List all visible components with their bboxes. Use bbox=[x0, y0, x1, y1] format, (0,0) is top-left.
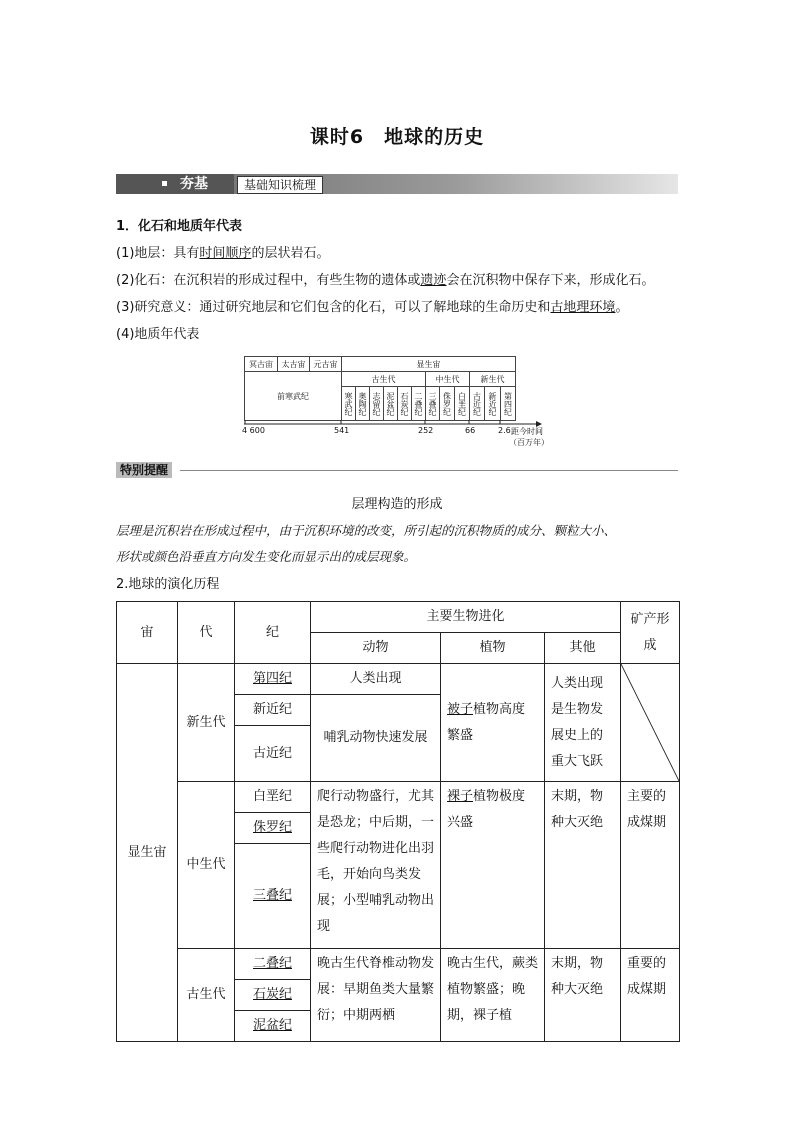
item-strata bbox=[116, 245, 329, 263]
period-triassic: 三叠纪 bbox=[235, 844, 311, 949]
period-carboniferous: 石炭纪 bbox=[235, 980, 311, 1011]
section-banner bbox=[116, 174, 678, 194]
header-animal: 动物 bbox=[311, 633, 441, 664]
tick-252: 252 bbox=[418, 426, 434, 435]
special-note-header bbox=[116, 462, 678, 478]
era-cenozoic: 新生代 bbox=[469, 371, 516, 387]
header-mineral: 矿产形成 bbox=[621, 602, 680, 664]
header-bio: 主要生物进化 bbox=[311, 602, 621, 633]
period-cretaceous: 白垩纪 bbox=[235, 782, 311, 813]
answer-underline: 时间顺序 bbox=[199, 246, 252, 261]
axis-unit: （百万年） bbox=[509, 438, 549, 447]
tick-2-6: 2.6 bbox=[498, 426, 511, 435]
section1-heading: 1．化石和地质年代表 bbox=[116, 219, 243, 234]
ceno-plant bbox=[441, 664, 545, 782]
text: 植物极度兴盛 bbox=[447, 789, 526, 830]
paleo-mineral: 重要的成煤期 bbox=[621, 949, 680, 1042]
evolution-table bbox=[116, 601, 680, 1042]
meso-plant bbox=[441, 782, 545, 949]
meso-other: 末期，物种大灭绝 bbox=[545, 782, 621, 949]
period-ordovician: 奥陶纪 bbox=[355, 386, 370, 421]
ceno-animal-2: 哺乳动物快速发展 bbox=[311, 695, 441, 782]
period-devonian: 泥盆纪 bbox=[383, 386, 398, 421]
diagonal-line bbox=[621, 664, 679, 781]
answer-underline: 被子 bbox=[447, 701, 474, 717]
tick-541: 541 bbox=[334, 426, 350, 435]
text: (1)地层：具有 bbox=[116, 246, 200, 261]
header-eon: 宙 bbox=[117, 602, 178, 664]
note-body-line2: 形状或颜色沿垂直方向发生变化而显示出的成层现象。 bbox=[116, 549, 417, 564]
section2-heading: 2.地球的演化历程 bbox=[116, 577, 220, 592]
header-era: 代 bbox=[178, 602, 235, 664]
paleo-plant: 晚古生代，蕨类植物繁盛；晚期，裸子植 bbox=[441, 949, 545, 1042]
period-permian: 二叠纪 bbox=[411, 386, 426, 421]
eon-archean: 太古宙 bbox=[277, 356, 310, 372]
answer-underline: 古地理环境 bbox=[550, 300, 616, 315]
period-devonian: 泥盆纪 bbox=[235, 1011, 311, 1042]
banner-left-label: 夯基 bbox=[180, 176, 208, 192]
precambrian: 前寒武纪 bbox=[244, 371, 342, 421]
item-timescale: (4)地质年代表 bbox=[116, 327, 200, 342]
note-body-line1: 层理是沉积岩在形成过程中，由于沉积环境的改变，所引起的沉积物质的成分、颗粒大小、 bbox=[116, 523, 617, 538]
text: 植物高度繁盛 bbox=[447, 701, 526, 743]
tick-4600: 4 600 bbox=[242, 426, 265, 435]
period-triassic: 三叠纪 bbox=[425, 386, 440, 421]
text: (2)化石：在沉积岩的形成过程中，有些生物的遗体或 bbox=[116, 273, 421, 288]
square-bullet-icon bbox=[162, 181, 167, 186]
tick-66: 66 bbox=[465, 426, 476, 435]
period-quaternary: 第四纪 bbox=[500, 386, 516, 421]
eon-hadean: 冥古宙 bbox=[244, 356, 278, 372]
ceno-animal-1: 人类出现 bbox=[311, 664, 441, 695]
item-fossil bbox=[116, 272, 654, 290]
era-mesozoic: 中生代 bbox=[178, 782, 235, 949]
page-title: 课时6 地球的历史 bbox=[309, 126, 485, 148]
era-paleozoic: 古生代 bbox=[341, 371, 426, 387]
period-neogene: 新近纪 bbox=[235, 695, 311, 726]
eon-proterozoic: 元古宙 bbox=[309, 356, 342, 372]
banner-right-label: 基础知识梳理 bbox=[237, 176, 323, 194]
era-cenozoic: 新生代 bbox=[178, 664, 235, 782]
text: 。 bbox=[615, 300, 629, 315]
ceno-mineral-empty bbox=[621, 664, 680, 782]
era-mesozoic: 中生代 bbox=[425, 371, 470, 387]
item-significance bbox=[116, 299, 628, 317]
period-neogene: 新近纪 bbox=[484, 386, 501, 421]
period-carboniferous: 石炭纪 bbox=[397, 386, 412, 421]
period-cretaceous: 白垩纪 bbox=[454, 386, 470, 421]
answer-underline: 裸子 bbox=[447, 789, 474, 804]
banner-dark-block bbox=[116, 174, 234, 194]
geologic-time-chart bbox=[244, 356, 554, 448]
header-plant: 植物 bbox=[441, 633, 545, 664]
period-silurian: 志留纪 bbox=[369, 386, 384, 421]
divider bbox=[180, 470, 678, 471]
eon-cell: 显生宙 bbox=[117, 664, 178, 1042]
period-quaternary: 第四纪 bbox=[235, 664, 311, 695]
eon-phanerozoic: 显生宙 bbox=[341, 356, 516, 372]
meso-animal: 爬行动物盛行，尤其是恐龙；中后期，一些爬行动物进化出羽毛，开始向鸟类发展；小型哺乳动物出现 bbox=[311, 782, 441, 949]
header-period: 纪 bbox=[235, 602, 311, 664]
text: 的层状岩石。 bbox=[251, 246, 330, 261]
paleo-other: 末期，物种大灭绝 bbox=[545, 949, 621, 1042]
note-title: 层理构造的形成 bbox=[351, 497, 443, 512]
axis-label: 距今时间 bbox=[511, 427, 543, 436]
meso-mineral: 主要的成煤期 bbox=[621, 782, 680, 949]
text: 会在沉积物中保存下来，形成化石。 bbox=[446, 273, 655, 288]
special-note-tag: 特别提醒 bbox=[116, 462, 172, 478]
ceno-other: 人类出现是生物发展史上的重大飞跃 bbox=[545, 664, 621, 782]
period-paleogene: 古近纪 bbox=[469, 386, 485, 421]
period-jurassic: 侏罗纪 bbox=[235, 813, 311, 844]
text: (3)研究意义：通过研究地层和它们包含的化石，可以了解地球的生命历史和 bbox=[116, 300, 551, 315]
paleo-animal: 晚古生代脊椎动物发展：早期鱼类大量繁衍；中期两栖 bbox=[311, 949, 441, 1042]
period-paleogene: 古近纪 bbox=[235, 726, 311, 782]
header-other: 其他 bbox=[545, 633, 621, 664]
answer-underline: 遗迹 bbox=[420, 273, 447, 288]
era-paleozoic: 古生代 bbox=[178, 949, 235, 1042]
period-permian: 二叠纪 bbox=[235, 949, 311, 980]
period-cambrian: 寒武纪 bbox=[341, 386, 356, 421]
period-jurassic: 侏罗纪 bbox=[439, 386, 455, 421]
